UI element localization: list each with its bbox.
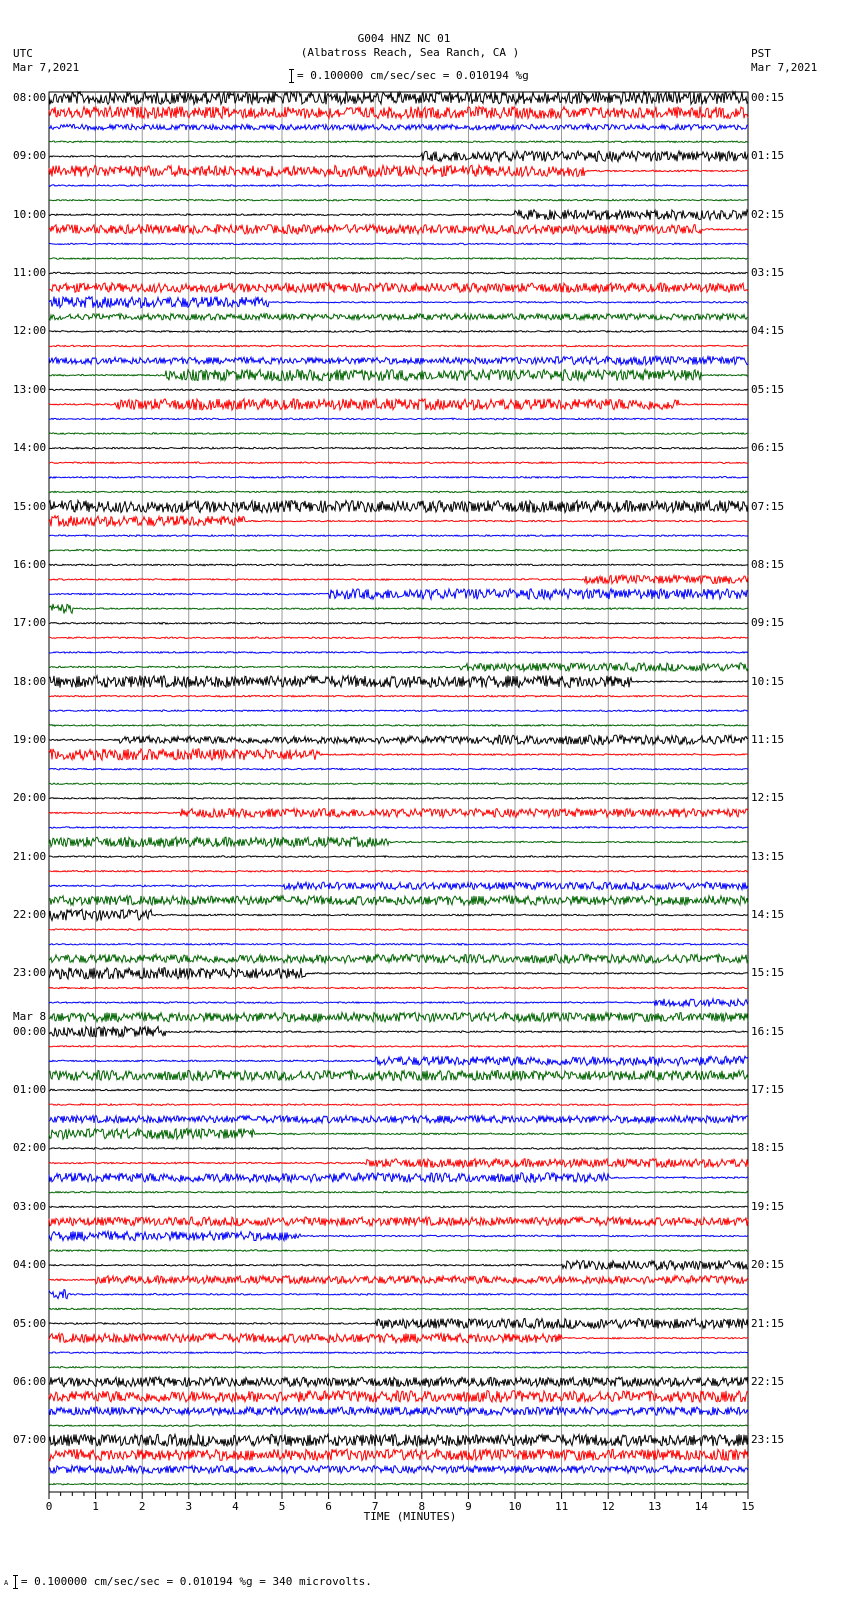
right-hour-label: 11:15: [751, 732, 785, 746]
trace-row: [49, 1466, 748, 1474]
trace-row: [49, 676, 748, 688]
left-hour-label: 14:00: [13, 441, 47, 455]
trace-row: [49, 1056, 748, 1065]
date-marker: Mar 8: [13, 1010, 47, 1023]
x-tick-label: 4: [232, 1500, 239, 1513]
trace-row: [49, 258, 748, 260]
left-hour-label: 15:00: [13, 499, 47, 513]
left-hour-label: 03:00: [13, 1199, 47, 1213]
trace-row: [49, 1261, 748, 1270]
trace-row: [49, 151, 748, 162]
right-hour-label: 23:15: [751, 1433, 785, 1447]
x-tick-label: 7: [371, 1500, 379, 1513]
trace-row: [49, 604, 748, 614]
trace-row: [49, 345, 748, 347]
trace-row: [49, 501, 748, 513]
left-hour-label: 00:00: [13, 1024, 47, 1038]
trace-row: [49, 1159, 748, 1168]
left-hour-label: 06:00: [13, 1374, 47, 1388]
trace-row: [49, 433, 748, 435]
trace-row: [49, 663, 748, 671]
x-tick-label: 5: [278, 1500, 286, 1513]
trace-row: [49, 92, 748, 105]
trace-row: [49, 1377, 748, 1386]
trace-row: [49, 954, 748, 963]
left-timezone: UTC: [13, 47, 33, 60]
trace-row: [49, 1104, 748, 1106]
x-tick-label: 3: [185, 1500, 193, 1513]
right-hour-label: 16:15: [751, 1024, 785, 1038]
right-hour-label: 10:15: [751, 674, 785, 688]
left-hour-label: 19:00: [13, 732, 47, 746]
footer-scale-text: = 0.100000 cm/sec/sec = 0.010194 %g = 340 microvolts.: [20, 1575, 372, 1588]
left-hour-label: 20:00: [13, 791, 47, 805]
trace-row: [49, 1116, 748, 1124]
x-tick-label: 8: [418, 1500, 426, 1513]
trace-row: [49, 1217, 748, 1226]
scale-legend-text: = 0.100000 cm/sec/sec = 0.010194 %g: [297, 69, 529, 82]
trace-row: [49, 1308, 748, 1310]
right-hour-label: 20:15: [751, 1258, 785, 1272]
trace-row: [49, 331, 748, 333]
right-timezone: PST: [751, 47, 771, 60]
x-tick-label: 6: [325, 1500, 332, 1513]
footer-scale-bar-icon: [15, 1575, 16, 1589]
trace-row: [49, 882, 748, 890]
trace-row: [49, 652, 748, 654]
right-hour-label: 17:15: [751, 1083, 785, 1097]
trace-row: [49, 725, 748, 727]
right-hour-label: 02:15: [751, 207, 785, 221]
chart-title: G004 HNZ NC 01: [357, 32, 451, 45]
trace-row: [49, 1276, 748, 1284]
left-hour-label: 17:00: [13, 616, 47, 630]
trace-row: [49, 272, 748, 274]
trace-row: [49, 243, 748, 245]
left-hour-label: 16:00: [13, 557, 47, 571]
trace-row: [49, 943, 748, 945]
trace-row: [49, 356, 748, 365]
trace-row: [49, 297, 748, 308]
trace-row: [49, 1173, 748, 1182]
trace-row: [49, 535, 748, 537]
trace-row: [49, 1319, 748, 1329]
trace-row: [49, 1425, 748, 1427]
trace-row: [49, 141, 748, 143]
right-hour-label: 14:15: [751, 908, 785, 921]
trace-row: [49, 987, 748, 989]
trace-row: [49, 575, 748, 584]
trace-row: [49, 1391, 748, 1402]
right-hour-label: 07:15: [751, 499, 785, 513]
trace-row: [49, 589, 748, 600]
trace-row: [49, 1449, 748, 1460]
trace-row: [49, 1206, 748, 1208]
right-hour-label: 04:15: [751, 324, 785, 338]
left-hour-label: 13:00: [13, 382, 47, 396]
trace-row: [49, 225, 748, 234]
left-hour-label: 02:00: [13, 1141, 47, 1155]
trace-row: [49, 929, 748, 931]
trace-row: [49, 1352, 748, 1354]
trace-row: [49, 1071, 748, 1081]
right-hour-label: 03:15: [751, 266, 785, 280]
trace-row: [49, 1483, 748, 1485]
left-hour-label: 05:00: [13, 1316, 47, 1330]
trace-row: [49, 447, 748, 449]
footer-prefix: A: [4, 1579, 9, 1587]
right-hour-label: 13:15: [751, 849, 785, 863]
x-axis-label: TIME (MINUTES): [363, 1510, 457, 1523]
right-hour-label: 21:15: [751, 1316, 785, 1330]
trace-row: [49, 491, 748, 493]
station-location: (Albatross Reach, Sea Ranch, CA ): [300, 46, 520, 59]
trace-row: [49, 389, 748, 391]
trace-row: [49, 314, 748, 320]
trace-row: [49, 1012, 748, 1022]
x-tick-label: 13: [648, 1500, 662, 1513]
trace-row: [49, 462, 748, 464]
trace-row: [49, 856, 748, 858]
trace-row: [49, 1407, 748, 1415]
trace-row: [49, 418, 748, 420]
footer-scale: [4, 1575, 372, 1589]
trace-row: [49, 1333, 748, 1342]
trace-row: [49, 107, 748, 119]
trace-row: [49, 637, 748, 639]
left-hour-label: 08:00: [13, 91, 47, 104]
trace-row: [49, 185, 748, 187]
trace-row: [49, 809, 748, 818]
left-date: Mar 7,2021: [13, 61, 80, 74]
trace-row: [49, 837, 748, 847]
trace-row: [49, 564, 748, 566]
left-hour-label: 12:00: [13, 324, 47, 338]
trace-row: [49, 1290, 748, 1299]
right-hour-label: 01:15: [751, 149, 785, 163]
left-hour-label: 23:00: [13, 966, 47, 980]
left-hour-label: 22:00: [13, 908, 47, 921]
x-tick-label: 1: [92, 1500, 99, 1513]
trace-row: [49, 283, 748, 293]
x-tick-label: 14: [694, 1500, 709, 1513]
trace-row: [49, 399, 748, 410]
right-hour-label: 12:15: [751, 791, 785, 805]
right-hour-label: 06:15: [751, 441, 785, 455]
right-date: Mar 7,2021: [751, 61, 818, 74]
trace-row: [49, 783, 748, 785]
trace-row: [49, 622, 748, 624]
x-tick-label: 9: [465, 1500, 472, 1513]
right-hour-label: 22:15: [751, 1374, 785, 1388]
trace-row: [49, 549, 748, 551]
trace-row: [49, 909, 748, 920]
right-hour-label: 05:15: [751, 382, 785, 396]
trace-row: [49, 210, 748, 220]
trace-row: [49, 1250, 748, 1252]
trace-row: [49, 1046, 748, 1048]
trace-row: [49, 710, 748, 712]
trace-row: [49, 516, 748, 527]
left-hour-label: 18:00: [13, 674, 47, 688]
trace-row: [49, 370, 748, 381]
trace-row: [49, 870, 748, 872]
trace-row: [49, 695, 748, 697]
trace-row: [49, 165, 748, 176]
x-tick-label: 2: [138, 1500, 146, 1513]
x-tick-label: 15: [741, 1500, 755, 1513]
trace-row: [49, 768, 748, 770]
left-hour-label: 04:00: [13, 1258, 47, 1272]
x-tick-label: 12: [601, 1500, 615, 1513]
trace-row: [49, 477, 748, 479]
left-hour-label: 21:00: [13, 849, 47, 863]
trace-row: [49, 1148, 748, 1150]
right-hour-label: 15:15: [751, 966, 785, 980]
trace-row: [49, 735, 748, 744]
left-hour-label: 11:00: [13, 266, 47, 280]
trace-row: [49, 1027, 748, 1037]
trace-row: [49, 1231, 748, 1240]
x-tick-label: 10: [508, 1500, 522, 1513]
trace-row: [49, 1089, 748, 1091]
x-tick-label: 0: [45, 1500, 53, 1513]
trace-row: [49, 124, 748, 130]
trace-row: [49, 199, 748, 201]
trace-row: [49, 1191, 748, 1193]
right-hour-label: 18:15: [751, 1141, 785, 1155]
left-hour-label: 10:00: [13, 207, 47, 221]
right-hour-label: 19:15: [751, 1199, 785, 1213]
trace-row: [49, 749, 748, 760]
trace-row: [49, 999, 748, 1007]
left-hour-label: 07:00: [13, 1433, 47, 1447]
trace-row: [49, 1366, 748, 1368]
right-hour-label: 09:15: [751, 616, 785, 630]
left-hour-label: 09:00: [13, 149, 47, 163]
trace-row: [49, 827, 748, 829]
left-hour-label: 01:00: [13, 1083, 47, 1097]
trace-row: [49, 968, 748, 979]
trace-row: [49, 896, 748, 905]
trace-row: [49, 1129, 748, 1140]
trace-row: [49, 1434, 748, 1446]
trace-row: [49, 797, 748, 799]
right-hour-label: 00:15: [751, 91, 785, 104]
right-hour-label: 08:15: [751, 557, 785, 571]
x-tick-label: 11: [554, 1500, 569, 1513]
